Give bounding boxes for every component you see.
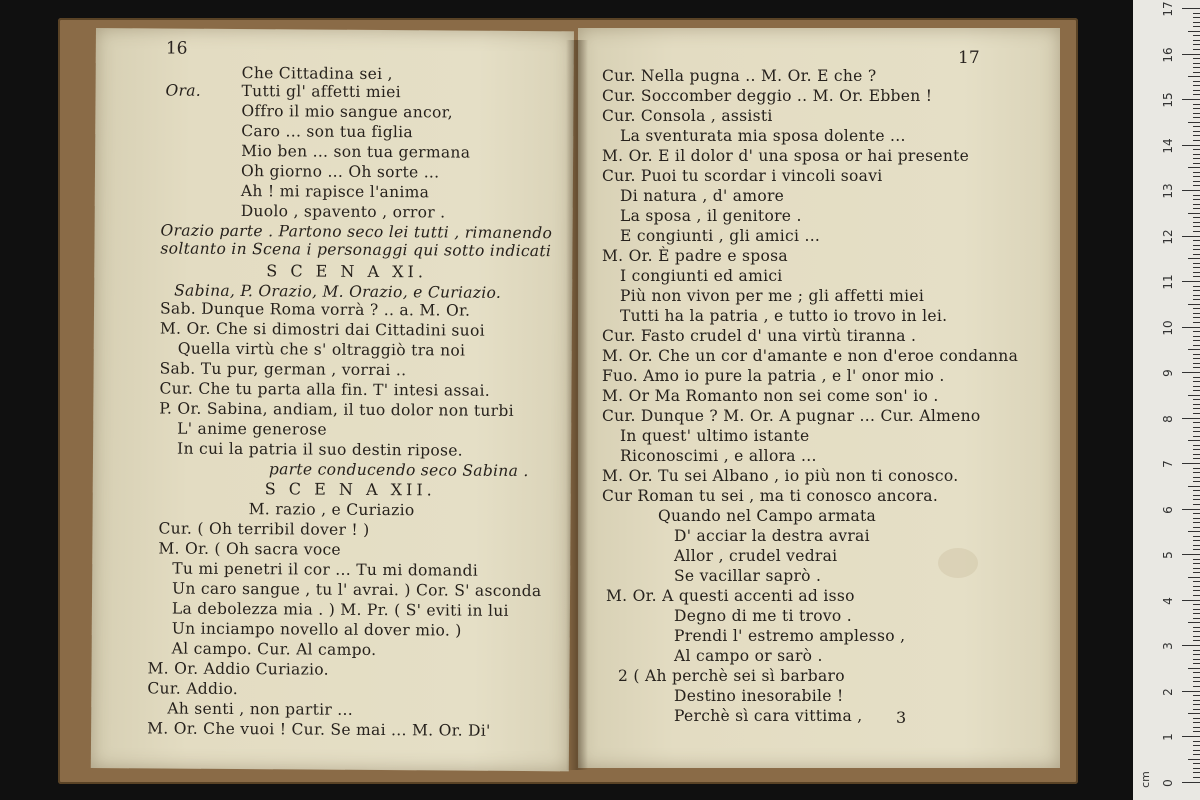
- ruler-tick: [1188, 759, 1200, 760]
- text-line: La sposa , il genitore .: [620, 207, 802, 225]
- text-line: Al campo. Cur. Al campo.: [171, 639, 377, 659]
- ruler-tick: [1193, 572, 1200, 573]
- ruler-tick: [1193, 499, 1200, 500]
- text-line: M. razio , e Curiazio: [248, 500, 415, 520]
- text-line: Cur. Che tu parta alla fin. T' intesi assai.: [159, 379, 491, 400]
- ruler-tick: [1193, 650, 1200, 651]
- ruler-tick: [1193, 745, 1200, 746]
- ruler-tick: [1193, 286, 1200, 287]
- ruler-tick: [1193, 545, 1200, 546]
- ruler-tick: [1193, 208, 1200, 209]
- ruler-tick: [1193, 472, 1200, 473]
- ruler-tick: [1188, 31, 1200, 32]
- ruler-tick: [1193, 627, 1200, 628]
- text-line: Cur. Puoi tu scordar i vincoli soavi: [602, 167, 883, 185]
- ruler-tick: [1193, 94, 1200, 95]
- ruler-tick: [1182, 8, 1200, 9]
- ruler-tick: [1193, 741, 1200, 742]
- ruler-tick: [1193, 104, 1200, 105]
- ruler-tick: [1193, 449, 1200, 450]
- ruler-tick: [1193, 263, 1200, 264]
- ruler-label: 13: [1161, 183, 1175, 199]
- ruler-tick: [1193, 172, 1200, 173]
- ruler-tick: [1193, 613, 1200, 614]
- ruler-tick: [1182, 236, 1200, 237]
- ruler-tick: [1193, 477, 1200, 478]
- ruler-tick: [1193, 504, 1200, 505]
- ruler-tick: [1193, 436, 1200, 437]
- text-line: Riconoscimi , e allora ...: [620, 447, 817, 465]
- ruler-tick: [1193, 427, 1200, 428]
- ruler-tick: [1193, 413, 1200, 414]
- ruler-tick: [1193, 340, 1200, 341]
- ruler-tick: [1193, 568, 1200, 569]
- ruler-tick: [1193, 67, 1200, 68]
- ruler-tick: [1193, 777, 1200, 778]
- ruler-tick: [1193, 431, 1200, 432]
- ruler-tick: [1193, 481, 1200, 482]
- text-line: M. Or. Che un cor d'amante e non d'eroe condanna: [602, 347, 1019, 365]
- text-line: Tutti ha la patria , e tutto io trovo in lei.: [620, 307, 948, 325]
- text-line: parte conducendo seco Sabina .: [268, 460, 529, 481]
- text-line: Allor , crudel vedrai: [674, 547, 838, 565]
- ruler-tick: [1193, 468, 1200, 469]
- ruler-tick: [1182, 645, 1200, 646]
- ruler-tick: [1193, 681, 1200, 682]
- ruler-tick: [1193, 249, 1200, 250]
- text-line: Al campo or sarò .: [674, 647, 823, 665]
- ruler-tick: [1193, 199, 1200, 200]
- ruler-tick: [1182, 463, 1200, 464]
- text-line: M. Or. E il dolor d' una sposa or hai presente: [602, 147, 970, 165]
- text-line: P. Or. Sabina, andiam, il tuo dolor non turbi: [159, 399, 514, 420]
- ruler-label: 9: [1161, 369, 1175, 377]
- text-line: Un caro sangue , tu l' avrai. ) Cor. S' asconda: [172, 579, 542, 601]
- text-line: M. Or. Tu sei Albano , io più non ti conosco.: [602, 467, 959, 485]
- signature-mark: 3: [896, 708, 907, 727]
- text-line: Cur. Addio.: [147, 679, 239, 699]
- ruler-tick: [1188, 304, 1200, 305]
- ruler-tick: [1188, 486, 1200, 487]
- ruler-tick: [1193, 308, 1200, 309]
- ruler-tick: [1193, 390, 1200, 391]
- ruler-tick: [1193, 90, 1200, 91]
- ruler-tick: [1193, 140, 1200, 141]
- ruler-tick: [1193, 604, 1200, 605]
- ruler-label: 1: [1161, 733, 1175, 741]
- ruler-tick: [1193, 454, 1200, 455]
- ruler-tick: [1193, 540, 1200, 541]
- text-line: Orazio parte . Partono seco lei tutti , rimanendo: [160, 221, 553, 243]
- ruler-tick: [1193, 226, 1200, 227]
- ruler-label: 2: [1161, 687, 1175, 696]
- text-line: 2 ( Ah perchè sei sì barbaro: [618, 667, 845, 685]
- ruler-tick: [1193, 290, 1200, 291]
- ruler-tick: [1193, 272, 1200, 273]
- ruler-tick: [1188, 577, 1200, 578]
- ruler-label: 10: [1161, 319, 1175, 336]
- ruler-tick: [1193, 563, 1200, 564]
- ruler-tick: [1193, 231, 1200, 232]
- ruler-tick: [1188, 76, 1200, 77]
- ruler-tick: [1193, 317, 1200, 318]
- ruler-tick: [1193, 336, 1200, 337]
- text-line: D' acciar la destra avrai: [674, 527, 870, 545]
- ruler-tick: [1193, 663, 1200, 664]
- text-line: M. Or. Che si dimostri dai Cittadini suoi: [159, 319, 485, 340]
- ruler-label: 7: [1161, 460, 1175, 468]
- ruler-tick: [1193, 49, 1200, 50]
- ruler-tick: [1193, 750, 1200, 751]
- ruler-label: 14: [1161, 137, 1175, 154]
- text-line: E congiunti , gli amici ...: [620, 227, 821, 245]
- ruler-tick: [1193, 295, 1200, 296]
- text-line: Se vacillar saprò .: [674, 567, 822, 585]
- ruler-label: 12: [1161, 228, 1175, 245]
- ruler-tick: [1193, 490, 1200, 491]
- ruler-tick: [1193, 595, 1200, 596]
- ruler-tick: [1193, 404, 1200, 405]
- ruler-tick: [1193, 700, 1200, 701]
- ruler-label: 16: [1161, 46, 1175, 63]
- ruler-tick: [1193, 195, 1200, 196]
- left-page-number: 16: [165, 38, 188, 59]
- ruler-tick: [1193, 709, 1200, 710]
- right-page: [578, 28, 1060, 768]
- ruler-label: 15: [1161, 92, 1175, 108]
- ruler-unit: cm: [1138, 771, 1152, 788]
- ruler-label: 6: [1161, 505, 1175, 514]
- ruler-tick: [1193, 26, 1200, 27]
- ruler-tick: [1188, 258, 1200, 259]
- text-line: Tu mi penetri il cor ... Tu mi domandi: [172, 559, 479, 580]
- ruler-tick: [1182, 600, 1200, 601]
- text-line: M. Or. È padre e sposa: [602, 247, 788, 265]
- text-line: Ah senti , non partir ...: [167, 699, 354, 719]
- ruler-tick: [1193, 636, 1200, 637]
- ruler-tick: [1193, 58, 1200, 59]
- ruler-tick: [1193, 754, 1200, 755]
- ruler-tick: [1193, 722, 1200, 723]
- text-line: M. Or Ma Romanto non sei come son' io .: [602, 387, 939, 405]
- text-line: soltanto in Scena i personaggi qui sotto indicati: [160, 239, 552, 261]
- book-gutter: [566, 40, 588, 770]
- ruler-tick: [1193, 22, 1200, 23]
- ruler-tick: [1193, 35, 1200, 36]
- text-line: In quest' ultimo istante: [620, 427, 810, 445]
- scene-heading: S C E N A XII.: [264, 479, 436, 500]
- text-line: M. Or. Che vuoi ! Cur. Se mai ... M. Or. Di': [147, 719, 491, 740]
- ruler-tick: [1193, 358, 1200, 359]
- text-line: M. Or. ( Oh sacra voce: [158, 539, 342, 559]
- text-line: Mio ben ... son tua germana: [241, 142, 471, 162]
- ruler-tick: [1193, 81, 1200, 82]
- left-page: [91, 28, 574, 771]
- ruler-label: 8: [1161, 414, 1175, 423]
- ruler-tick: [1188, 668, 1200, 669]
- ruler-tick: [1193, 590, 1200, 591]
- ruler-tick: [1193, 618, 1200, 619]
- ruler-tick: [1193, 240, 1200, 241]
- ruler-tick: [1188, 531, 1200, 532]
- ruler-tick: [1193, 126, 1200, 127]
- ruler-tick: [1182, 54, 1200, 55]
- text-line: Sab. Tu pur, german , vorrai ..: [159, 359, 407, 380]
- ruler-tick: [1182, 554, 1200, 555]
- text-line: Perchè sì cara vittima ,: [674, 707, 863, 725]
- text-line: Cur Roman tu sei , ma ti conosco ancora.: [602, 487, 939, 505]
- ruler-tick: [1193, 113, 1200, 114]
- text-line: Sab. Dunque Roma vorrà ? .. a. M. Or.: [159, 299, 471, 320]
- right-page-number: 17: [958, 48, 980, 68]
- ruler-tick: [1193, 245, 1200, 246]
- ruler-tick: [1193, 63, 1200, 64]
- ruler-tick: [1193, 276, 1200, 277]
- ruler-label: 11: [1161, 274, 1175, 290]
- ruler-tick: [1193, 672, 1200, 673]
- measurement-ruler: [1133, 0, 1200, 800]
- ruler-tick: [1193, 40, 1200, 41]
- ruler-label: 17: [1161, 1, 1175, 17]
- text-line: Che Cittadina sei ,: [241, 64, 393, 84]
- text-line: Duolo , spavento , orror .: [240, 202, 446, 222]
- ruler-tick: [1193, 731, 1200, 732]
- ruler-tick: [1193, 299, 1200, 300]
- text-line: M. Or. A questi accenti ad isso: [606, 587, 855, 605]
- ruler-tick: [1193, 354, 1200, 355]
- ruler-tick: [1193, 254, 1200, 255]
- text-line: Cur. Consola , assisti: [602, 107, 773, 125]
- ruler-label: 5: [1161, 551, 1175, 559]
- ruler-tick: [1193, 267, 1200, 268]
- text-line: Più non vivon per me ; gli affetti miei: [620, 287, 925, 305]
- ruler-tick: [1193, 522, 1200, 523]
- ruler-tick: [1193, 718, 1200, 719]
- ruler-tick: [1193, 513, 1200, 514]
- ruler-tick: [1193, 363, 1200, 364]
- ruler-tick: [1193, 313, 1200, 314]
- text-line: Oh giorno ... Oh sorte ...: [240, 162, 440, 182]
- text-line: Quella virtù che s' oltraggiò tra noi: [177, 339, 466, 360]
- ruler-tick: [1193, 581, 1200, 582]
- ruler-tick: [1193, 176, 1200, 177]
- text-line: Prendi l' estremo amplesso ,: [674, 627, 906, 645]
- text-line: Cur. Soccomber deggio .. M. Or. Ebben !: [602, 87, 933, 105]
- text-line: Fuo. Amo io pure la patria , e l' onor mio .: [602, 367, 945, 385]
- ruler-tick: [1193, 72, 1200, 73]
- ruler-tick: [1193, 131, 1200, 132]
- ruler-tick: [1193, 85, 1200, 86]
- ruler-tick: [1188, 440, 1200, 441]
- ruler-tick: [1193, 158, 1200, 159]
- ruler-tick: [1193, 536, 1200, 537]
- ruler-tick: [1193, 408, 1200, 409]
- ruler-tick: [1182, 418, 1200, 419]
- ruler-tick: [1193, 222, 1200, 223]
- ruler-tick: [1193, 381, 1200, 382]
- page-stain: [938, 548, 978, 578]
- ruler-tick: [1182, 281, 1200, 282]
- ruler-tick: [1193, 659, 1200, 660]
- text-line: I congiunti ed amici: [620, 267, 783, 285]
- ruler-tick: [1193, 108, 1200, 109]
- text-line: M. Or. Addio Curiazio.: [147, 659, 329, 679]
- ruler-tick: [1193, 422, 1200, 423]
- ruler-tick: [1193, 377, 1200, 378]
- ruler-tick: [1193, 704, 1200, 705]
- ruler-tick: [1182, 372, 1200, 373]
- ruler-tick: [1182, 190, 1200, 191]
- ruler-label: 3: [1161, 642, 1175, 650]
- text-line: Un inciampo novello al dover mio. ): [171, 619, 462, 640]
- text-line: Sabina, P. Orazio, M. Orazio, e Curiazio.: [174, 281, 502, 302]
- ruler-tick: [1182, 145, 1200, 146]
- ruler-tick: [1193, 695, 1200, 696]
- ruler-tick: [1193, 586, 1200, 587]
- ruler-tick: [1193, 677, 1200, 678]
- scene-heading: S C E N A XI.: [266, 261, 428, 282]
- text-line: Tutti gl' affetti miei: [241, 82, 401, 102]
- ruler-tick: [1193, 331, 1200, 332]
- ruler-tick: [1182, 782, 1200, 783]
- ruler-tick: [1193, 217, 1200, 218]
- ruler-tick: [1193, 609, 1200, 610]
- text-line: Ah ! mi rapisce l'anima: [240, 182, 430, 202]
- text-line: Cur. ( Oh terribil dover ! ): [158, 519, 370, 539]
- ruler-tick: [1193, 631, 1200, 632]
- ruler-tick: [1193, 135, 1200, 136]
- text-line: La sventurata mia sposa dolente ...: [620, 127, 906, 145]
- ruler-tick: [1193, 772, 1200, 773]
- ruler-tick: [1182, 99, 1200, 100]
- ruler-tick: [1193, 154, 1200, 155]
- ruler-tick: [1193, 549, 1200, 550]
- ruler-tick: [1193, 445, 1200, 446]
- ruler-tick: [1193, 17, 1200, 18]
- ruler-tick: [1193, 117, 1200, 118]
- ruler-tick: [1193, 181, 1200, 182]
- text-line: In cui la patria il suo destin ripose.: [177, 439, 464, 460]
- ruler-tick: [1182, 736, 1200, 737]
- ruler-tick: [1193, 163, 1200, 164]
- ruler-tick: [1182, 691, 1200, 692]
- text-line: Cur. Nella pugna .. M. Or. E che ?: [602, 67, 877, 85]
- ruler-tick: [1182, 509, 1200, 510]
- ruler-label: 4: [1161, 596, 1175, 605]
- text-line: L' anime generose: [177, 419, 327, 439]
- ruler-tick: [1193, 495, 1200, 496]
- ruler-tick: [1193, 322, 1200, 323]
- text-line: Cur. Dunque ? M. Or. A pugnar ... Cur. Almeno: [602, 407, 981, 425]
- ruler-tick: [1193, 654, 1200, 655]
- ruler-tick: [1193, 458, 1200, 459]
- ruler-tick: [1193, 527, 1200, 528]
- ruler-tick: [1193, 763, 1200, 764]
- text-line: Caro ... son tua figlia: [241, 122, 414, 142]
- ruler-tick: [1193, 13, 1200, 14]
- ruler-tick: [1193, 399, 1200, 400]
- ruler-tick: [1193, 185, 1200, 186]
- text-line: Ora.: [165, 81, 202, 100]
- ruler-tick: [1182, 327, 1200, 328]
- ruler-label: 0: [1161, 778, 1175, 787]
- ruler-tick: [1193, 686, 1200, 687]
- ruler-tick: [1193, 768, 1200, 769]
- text-line: Degno di me ti trovo .: [674, 607, 852, 625]
- ruler-tick: [1188, 713, 1200, 714]
- text-line: Offro il mio sangue ancor,: [241, 102, 453, 122]
- ruler-tick: [1188, 167, 1200, 168]
- ruler-tick: [1193, 204, 1200, 205]
- text-line: Cur. Fasto crudel d' una virtù tiranna .: [602, 327, 917, 345]
- ruler-tick: [1193, 727, 1200, 728]
- ruler-tick: [1193, 149, 1200, 150]
- ruler-tick: [1193, 367, 1200, 368]
- ruler-tick: [1188, 213, 1200, 214]
- ruler-tick: [1193, 518, 1200, 519]
- ruler-tick: [1193, 386, 1200, 387]
- ruler-tick: [1188, 349, 1200, 350]
- ruler-tick: [1193, 640, 1200, 641]
- text-line: Di natura , d' amore: [620, 187, 785, 205]
- ruler-tick: [1188, 622, 1200, 623]
- ruler-tick: [1193, 559, 1200, 560]
- ruler-tick: [1193, 345, 1200, 346]
- ruler-tick: [1193, 44, 1200, 45]
- ruler-tick: [1188, 395, 1200, 396]
- text-line: Quando nel Campo armata: [658, 507, 877, 525]
- text-line: Destino inesorabile !: [674, 687, 844, 705]
- text-line: La debolezza mia . ) M. Pr. ( S' eviti in lui: [171, 599, 509, 620]
- ruler-tick: [1188, 122, 1200, 123]
